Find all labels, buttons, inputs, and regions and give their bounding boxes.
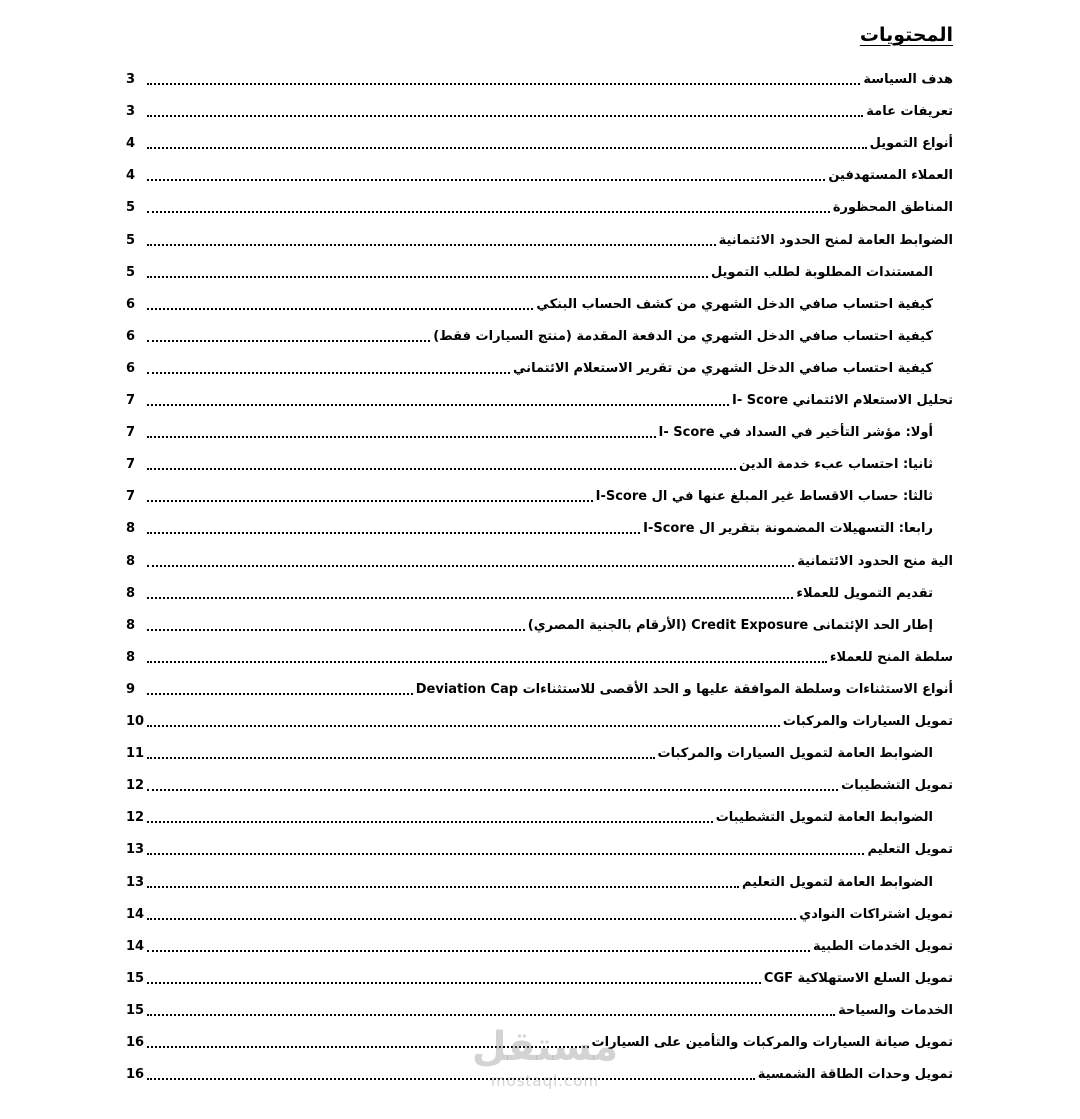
toc-dot-leader — [147, 693, 413, 695]
toc-entry[interactable] — [126, 839, 953, 861]
toc-dot-leader — [147, 500, 593, 502]
toc-page-number: 8 — [126, 553, 136, 569]
toc-entry-title: أنواع الاستثناءات وسلطة الموافقة عليها و الحد الأقصى للاستثناءات Deviation Cap — [415, 681, 953, 697]
toc-dot-leader — [147, 853, 864, 855]
toc-dot-leader — [147, 725, 780, 727]
toc-entry[interactable] — [126, 262, 933, 284]
toc-page-number: 4 — [126, 168, 136, 184]
toc-dot-leader — [147, 276, 708, 278]
toc-entry[interactable] — [126, 968, 953, 990]
toc-entry-title: الضوابط العامة لتمويل التشطيبات — [715, 810, 933, 826]
toc-entry-title: كيفية احتساب صافي الدخل الشهري من كشف الحساب البنكي — [536, 296, 933, 312]
toc-dot-leader — [147, 886, 739, 888]
toc-entry-title: إطار الحد الإئتمانى Credit Exposure (الأرقام بالجنية المصري) — [527, 617, 933, 633]
toc-page-number: 6 — [126, 328, 136, 344]
toc-entry-title: الضوابط العامة لمنح الحدود الائتمانية — [718, 232, 953, 248]
toc-page-number: 15 — [126, 970, 145, 986]
toc-entry-title: تحليل الاستعلام الائتماني I- Score — [732, 393, 953, 408]
toc-entry-title: كيفية احتساب صافي الدخل الشهري من تقرير الاستعلام الائتماني — [513, 360, 933, 376]
toc-entry[interactable] — [126, 197, 953, 219]
toc-entry[interactable] — [126, 647, 953, 669]
toc-page-number: 10 — [126, 714, 145, 729]
toc-page-number: 5 — [126, 232, 136, 248]
toc-page-number: 8 — [126, 649, 136, 665]
toc-entry[interactable] — [126, 422, 933, 444]
toc-entry[interactable] — [126, 518, 933, 540]
toc-page-number: 11 — [126, 746, 145, 762]
toc-page-number: 12 — [126, 810, 145, 826]
watermark-logo-text: مستقل — [471, 1024, 619, 1070]
toc-page-number: 8 — [126, 585, 136, 601]
toc-entry[interactable] — [126, 904, 953, 926]
toc-entry[interactable] — [126, 775, 953, 797]
toc-dot-leader — [147, 1078, 755, 1080]
toc-entry-title: هدف السياسة — [863, 72, 953, 87]
watermark-site-text: mostaql.com — [490, 1072, 600, 1090]
toc-entry[interactable] — [126, 711, 953, 733]
toc-page-number: 16 — [126, 1035, 145, 1050]
toc-dot-leader — [147, 372, 510, 374]
toc-page-number: 6 — [126, 296, 136, 312]
toc-dot-leader — [147, 982, 761, 984]
toc-page-number: 7 — [126, 457, 136, 473]
toc-page-number: 9 — [126, 681, 136, 697]
toc-entry[interactable] — [126, 69, 953, 91]
toc-page-number: 7 — [126, 425, 136, 441]
toc-entry[interactable] — [126, 101, 953, 123]
toc-entry[interactable] — [126, 872, 933, 894]
toc-entry[interactable] — [126, 165, 953, 187]
toc-entry[interactable] — [126, 1000, 953, 1022]
toc-dot-leader — [147, 179, 825, 181]
toc-dot-leader — [147, 1046, 589, 1048]
toc-dot-leader — [147, 661, 827, 663]
toc-page-number: 7 — [126, 489, 136, 505]
toc-dot-leader — [147, 821, 713, 823]
toc-entry-title: تمويل التشطيبات — [841, 778, 953, 794]
toc-dot-leader — [147, 950, 810, 952]
toc-dot-leader — [147, 211, 830, 213]
toc-dot-leader — [147, 404, 729, 406]
toc-dot-leader — [147, 340, 430, 342]
toc-dot-leader — [147, 565, 794, 567]
toc-page-number: 14 — [126, 906, 145, 922]
toc-entry[interactable] — [126, 679, 953, 701]
toc-entry-title: تمويل التعليم — [867, 842, 953, 858]
toc-entry-title: تمويل السلع الاستهلاكية CGF — [763, 970, 953, 986]
toc-entry-title: تمويل صيانة السيارات والمركبات والتأمين على السيارات — [591, 1035, 953, 1050]
toc-entry[interactable] — [126, 583, 933, 605]
toc-entry-title: تعريفات عامة — [866, 104, 953, 120]
toc-entry-title: تمويل وحدات الطاقة الشمسية — [757, 1067, 953, 1083]
toc-entry-title: ثانيا: احتساب عبء خدمة الدين — [739, 457, 933, 473]
toc-entry[interactable] — [126, 358, 933, 380]
toc-page-number: 8 — [126, 521, 136, 537]
toc-entry-title: ثالثا: حساب الاقساط غير المبلغ عنها في ال I-Score — [595, 489, 933, 505]
toc-entry[interactable] — [126, 390, 953, 412]
toc-page-number: 3 — [126, 72, 136, 87]
toc-entry-title: سلطة المنح للعملاء — [829, 649, 953, 665]
toc-dot-leader — [147, 1014, 835, 1016]
toc-page-number: 5 — [126, 200, 136, 216]
toc-entry-title: العملاء المستهدفين — [828, 168, 953, 184]
toc-entry-title: الية منح الحدود الائتمانية — [797, 553, 953, 569]
toc-entry-title: رابعا: التسهيلات المضمونة بتقرير ال I-Score — [643, 521, 933, 537]
toc-entry-title: كيفية احتساب صافي الدخل الشهري من الدفعة المقدمة (منتج السيارات فقط) — [433, 328, 933, 344]
toc-entry[interactable] — [126, 133, 953, 155]
toc-entry-title: الخدمات والسياحة — [838, 1002, 953, 1018]
toc-entry-title: المستندات المطلوبة لطلب التمويل — [710, 264, 933, 280]
toc-dot-leader — [147, 147, 867, 149]
toc-entry[interactable] — [126, 1032, 953, 1054]
toc-entry-title: تمويل اشتراكات النوادي — [799, 906, 953, 922]
toc-entry[interactable] — [126, 326, 933, 348]
toc-entry-title: تمويل السيارات والمركبات — [782, 714, 953, 729]
toc-dot-leader — [147, 757, 655, 759]
toc-dot-leader — [147, 532, 640, 534]
toc-dot-leader — [147, 308, 533, 310]
toc-dot-leader — [147, 789, 838, 791]
toc-page-number: 7 — [126, 393, 136, 408]
toc-entry[interactable] — [126, 551, 953, 573]
toc-entry[interactable] — [126, 807, 933, 829]
toc-entry[interactable] — [126, 230, 953, 252]
toc-dot-leader — [147, 115, 863, 117]
toc-page-number: 14 — [126, 938, 145, 954]
toc-entry-title: تقديم التمويل للعملاء — [796, 585, 933, 601]
toc-page-number: 15 — [126, 1002, 145, 1018]
toc-dot-leader — [147, 83, 860, 85]
toc-page-number: 5 — [126, 264, 136, 280]
toc-entry-title: الضوابط العامة لتمويل التعليم — [742, 874, 933, 890]
toc-entry-title: أنواع التمويل — [869, 136, 953, 152]
toc-entry-title: تمويل الخدمات الطبية — [813, 938, 953, 954]
toc-dot-leader — [147, 597, 793, 599]
toc-entry-title: أولا: مؤشر التأخير في السداد في I- Score — [658, 425, 933, 441]
toc-entry[interactable] — [126, 936, 953, 958]
toc-entry-title: الضوابط العامة لتمويل السيارات والمركبات — [657, 746, 933, 762]
toc-dot-leader — [147, 244, 716, 246]
toc-entry[interactable] — [126, 486, 933, 508]
toc-dot-leader — [147, 629, 525, 631]
toc-page-number: 12 — [126, 778, 145, 794]
toc-page-number: 13 — [126, 842, 145, 858]
toc-page-number: 3 — [126, 104, 136, 120]
toc-entry[interactable] — [126, 454, 933, 476]
toc-entry[interactable] — [126, 1064, 953, 1086]
toc-page-number: 4 — [126, 136, 136, 152]
page-title: المحتويات — [859, 24, 953, 46]
toc-page-number: 13 — [126, 874, 145, 890]
toc-entry[interactable] — [126, 294, 933, 316]
toc-entry[interactable] — [126, 743, 933, 765]
toc-page-number: 8 — [126, 617, 136, 633]
toc-dot-leader — [147, 468, 736, 470]
toc-page-number: 6 — [126, 360, 136, 376]
toc-dot-leader — [147, 436, 656, 438]
toc-dot-leader — [147, 918, 796, 920]
toc-entry[interactable] — [126, 615, 933, 637]
toc-page-number: 16 — [126, 1067, 145, 1083]
toc-entry-title: المناطق المحظورة — [832, 200, 953, 216]
